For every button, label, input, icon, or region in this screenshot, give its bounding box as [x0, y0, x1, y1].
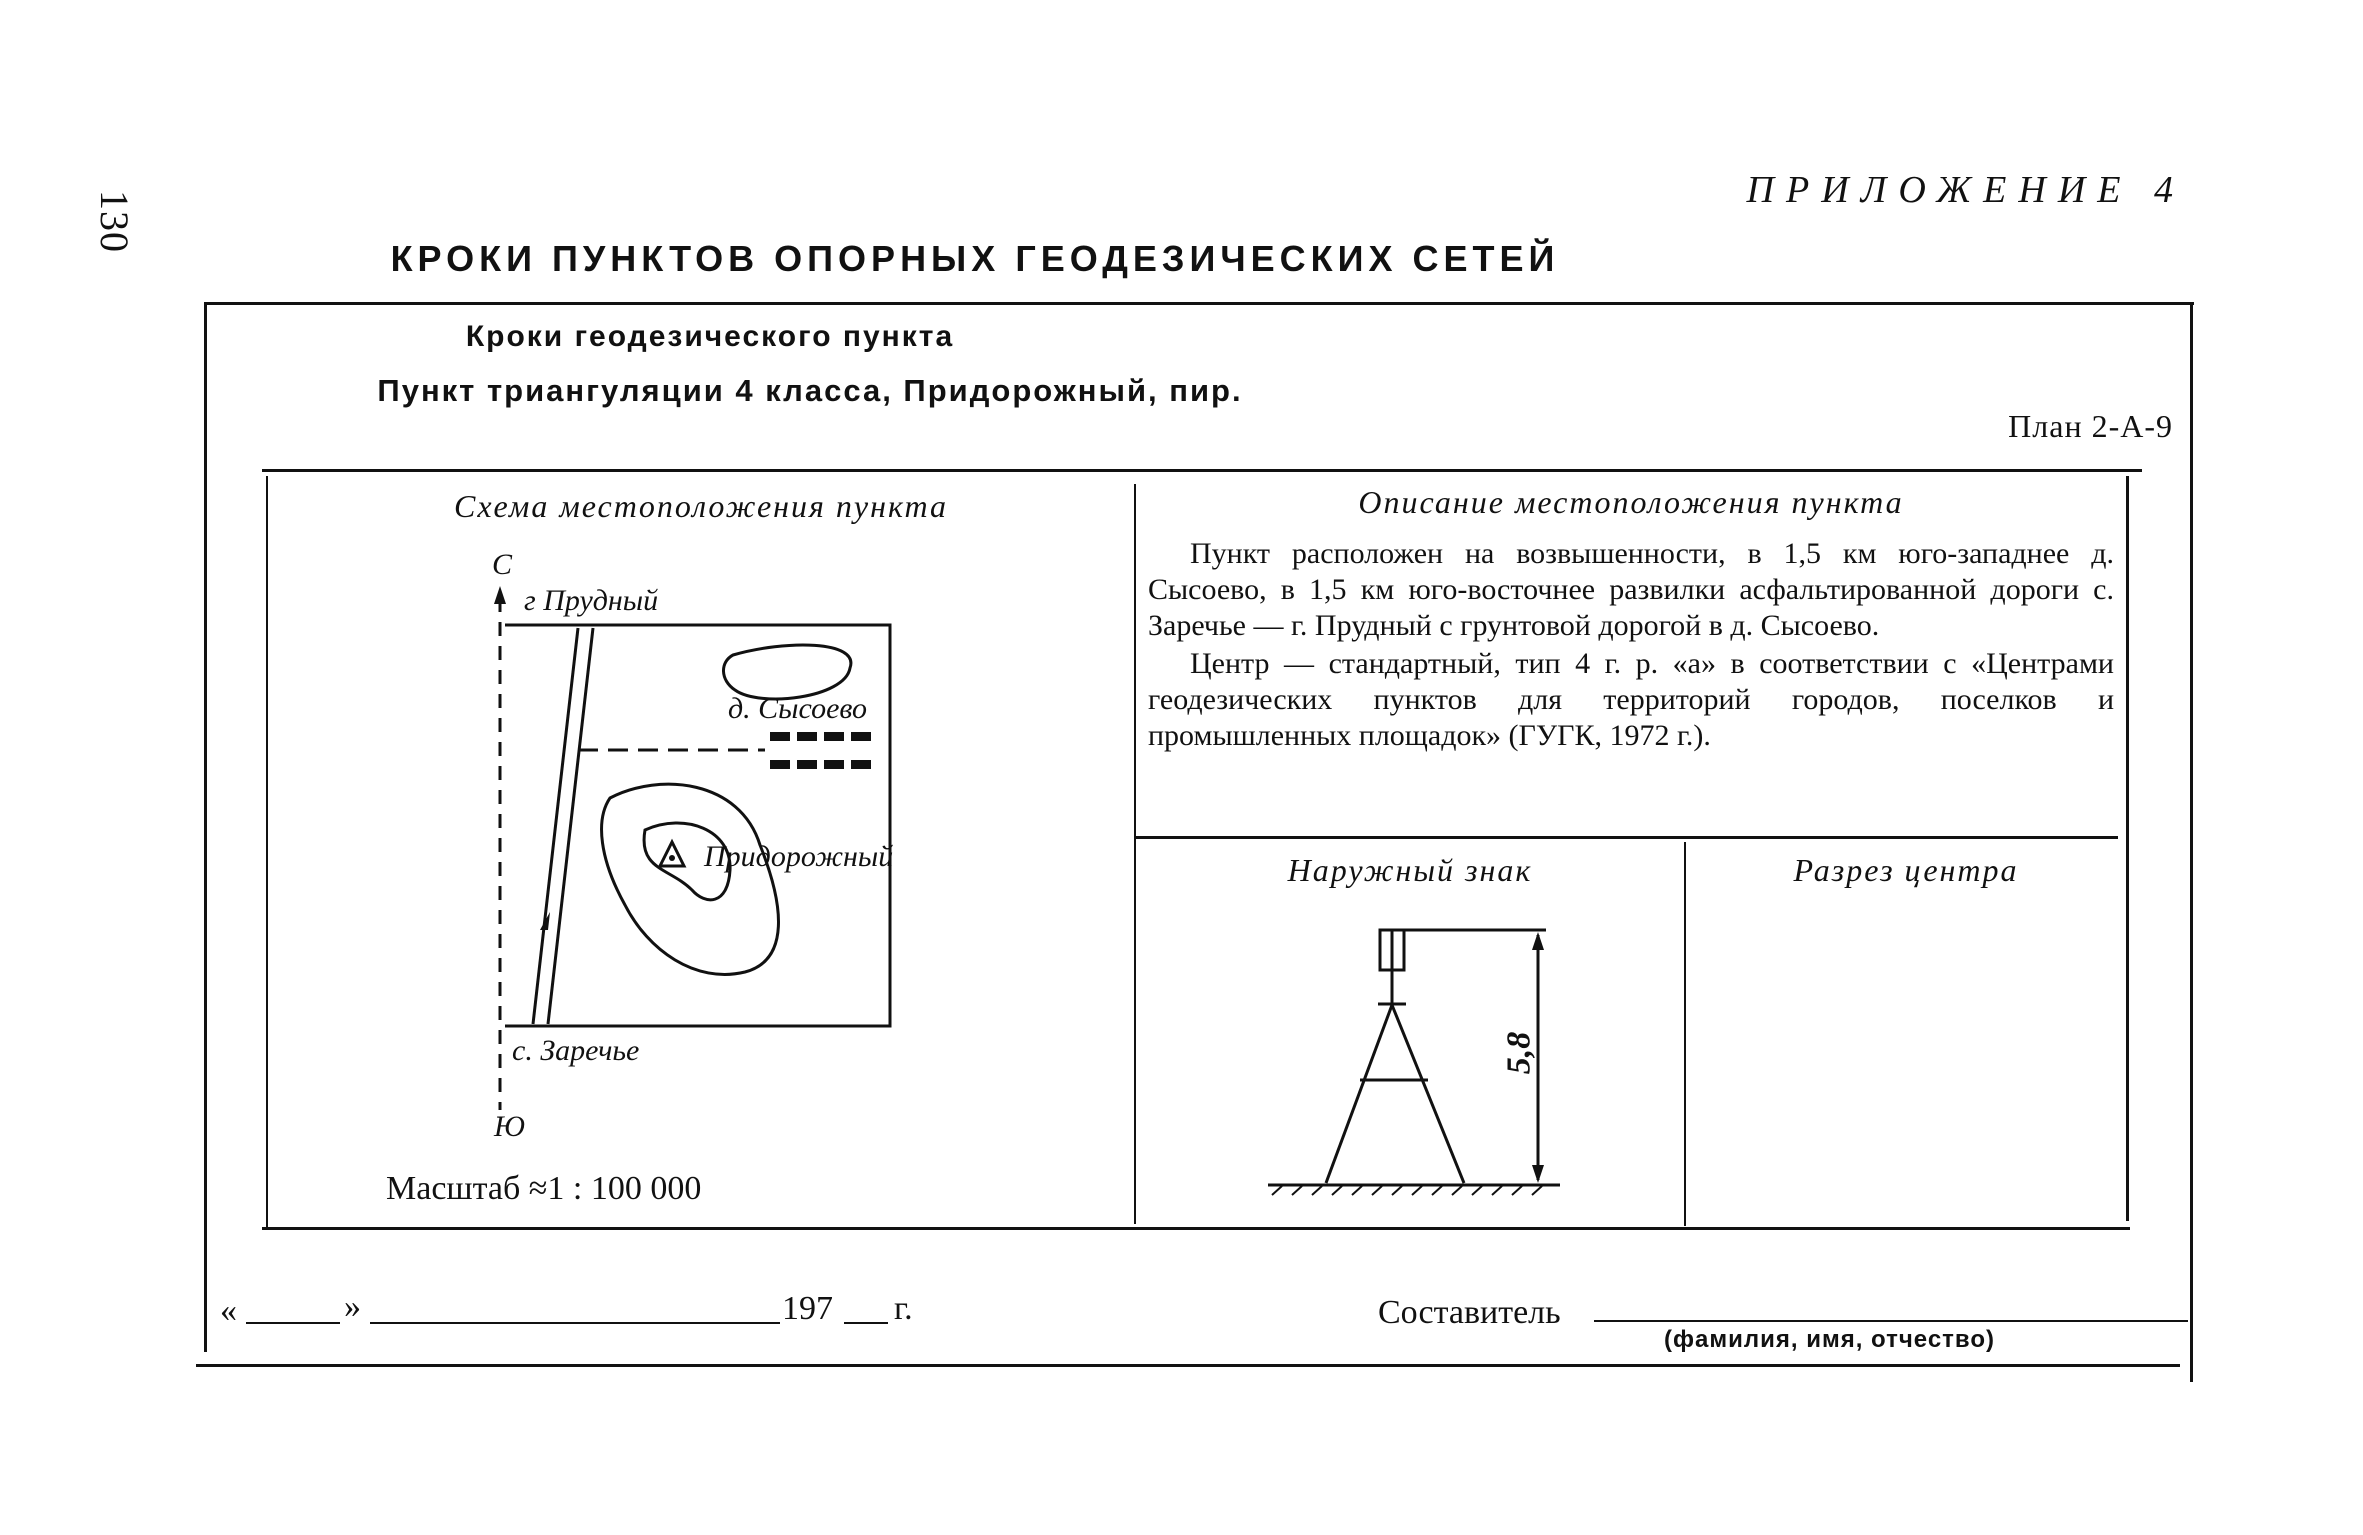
appendix-label: ПРИЛОЖЕНИЕ 4 — [1746, 169, 2185, 211]
ground-hatching — [1272, 1186, 1542, 1195]
location-scheme-heading: Схема местоположения пункта — [453, 488, 949, 524]
map-scale: Масштаб ≈1 : 100 000 — [386, 1170, 702, 1207]
description-heading: Описание местоположения пункта — [1358, 484, 1904, 520]
description-paragraph: Пункт расположен на возвышенности, в 1,5 км юго-западнее д. Сысоево, в 1,5 км юго-восточнее развилки асфальтированной дороги с. Заречье — г. Прудный с грунтовой дорогой в д. Сысоево. — [1148, 537, 2114, 642]
date-day-line — [246, 1322, 340, 1324]
label-sysoevo: д. Сысоево — [728, 692, 868, 725]
sign-leg-right — [1392, 1005, 1464, 1183]
description-paragraph: Центр — стандартный, тип 4 г. р. «а» в соответствии с «Центрами геодезических пунктов для территорий городов, поселков и промышленных площадок» (ГУГК, 1972 г.). — [1148, 647, 2114, 752]
sign-leg-left — [1326, 1005, 1392, 1183]
compiler-hint: (фамилия, имя, отчество) — [1664, 1326, 1996, 1353]
date-close-quote: » — [344, 1288, 361, 1325]
card-subtitle: Пункт триангуляции 4 класса, Придорожный, пир. — [377, 373, 1243, 408]
south-label: Ю — [494, 1110, 525, 1143]
center-section-heading: Разрез центра — [1793, 852, 2019, 888]
sign-height-label: 5,8 — [1500, 1031, 1538, 1075]
plan-number: План 2-А-9 — [2008, 408, 2173, 444]
dimension-arrow-down-icon — [1532, 1165, 1544, 1183]
label-pruddy: г Прудный — [524, 584, 659, 617]
date-year-line — [844, 1322, 888, 1324]
card-title: Кроки геодезического пункта — [465, 320, 955, 353]
compiler-label: Составитель — [1378, 1294, 1561, 1331]
compiler-signature-line — [1594, 1320, 2188, 1322]
north-label: С — [492, 548, 513, 581]
date-year: 197 — [782, 1290, 833, 1327]
outer-sign-heading: Наружный знак — [1287, 852, 1533, 888]
date-month-line — [370, 1322, 780, 1324]
label-zarechye: с. Заречье — [512, 1034, 640, 1067]
dimension-arrow-up-icon — [1532, 932, 1544, 950]
label-point: Придорожный — [704, 840, 894, 873]
page-number: 130 — [92, 190, 137, 253]
date-year-suffix: г. — [894, 1290, 913, 1327]
date-open-quote: « — [220, 1292, 237, 1329]
page-title: КРОКИ ПУНКТОВ ОПОРНЫХ ГЕОДЕЗИЧЕСКИХ СЕТЕЙ — [390, 238, 1560, 279]
